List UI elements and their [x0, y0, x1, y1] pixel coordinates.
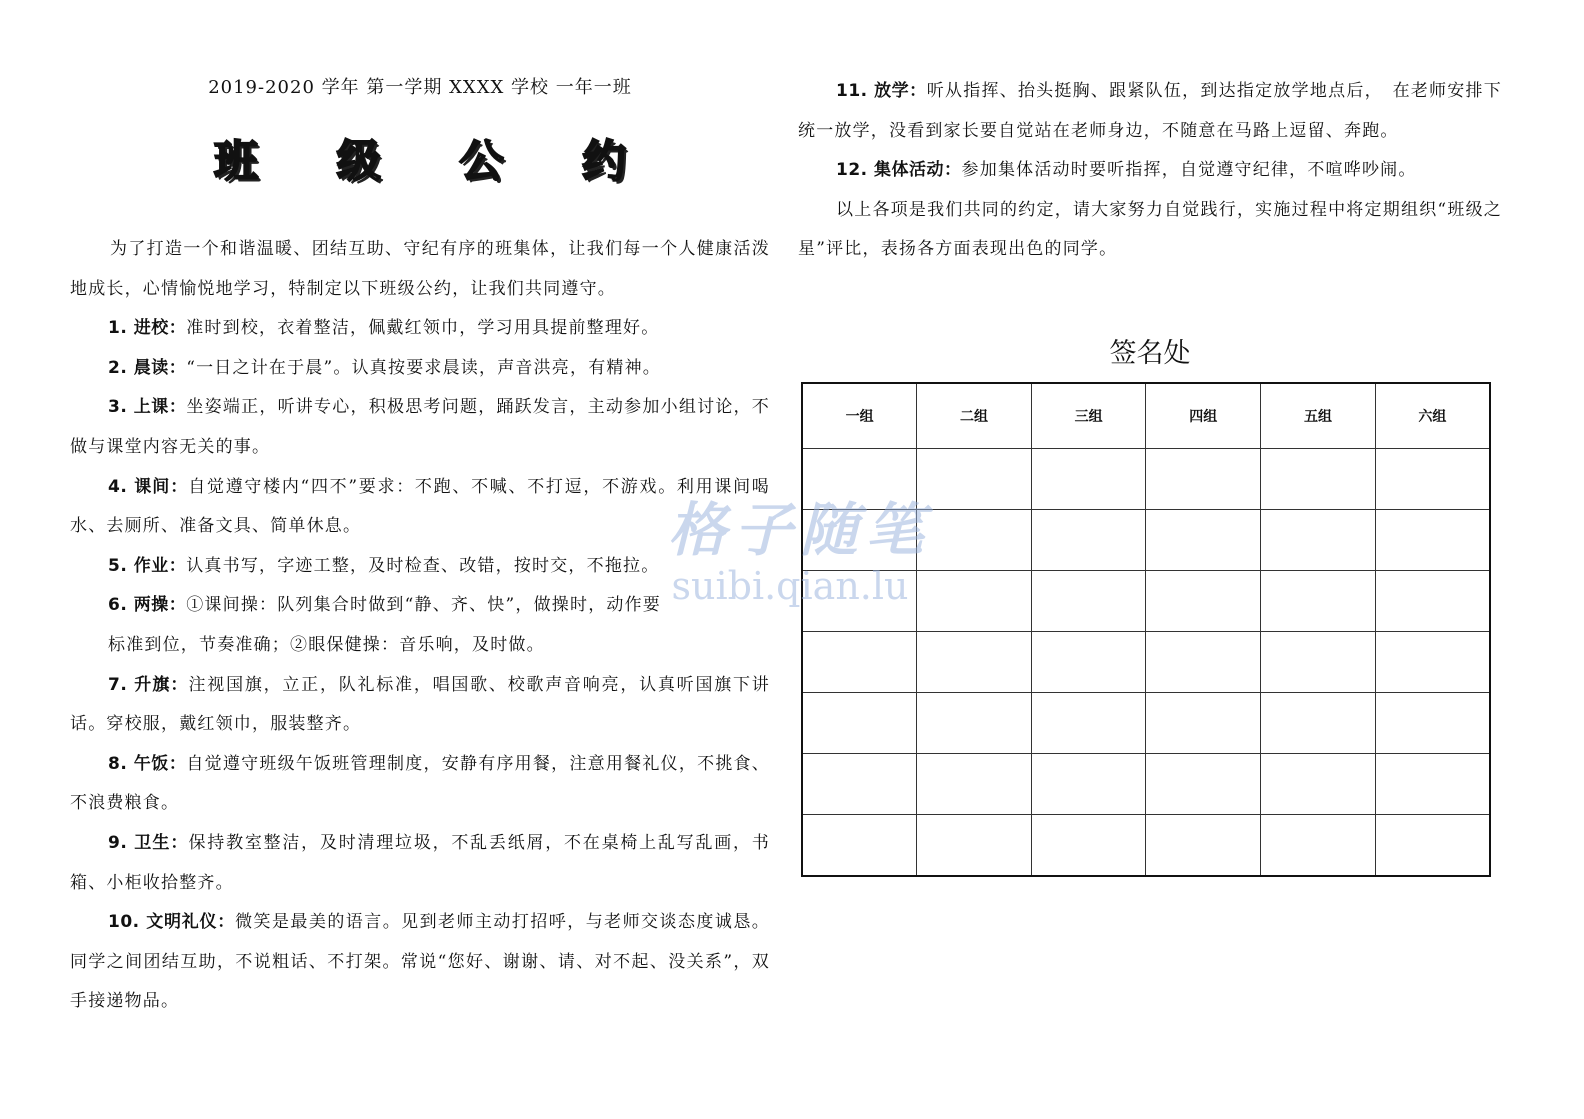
signature-cell	[1261, 510, 1376, 571]
group-header: 五组	[1261, 383, 1376, 449]
signature-cell	[1375, 449, 1490, 510]
group-header: 六组	[1375, 383, 1490, 449]
rule-text: ①课间操：队列集合时做到“静、齐、快”，做操时，动作要	[186, 595, 661, 616]
title-char: 级	[336, 136, 381, 187]
signature-cell	[1375, 815, 1490, 877]
signature-body	[802, 449, 1490, 877]
school-header: 2019-2020 学年 第一学期 XXXX 学校 一年一班	[208, 77, 632, 98]
rule-label: 7. 升旗：	[108, 674, 189, 695]
signature-cell	[1261, 815, 1376, 877]
signature-cell	[1375, 693, 1490, 754]
group-header: 一组	[802, 383, 917, 449]
rule-item-continued: 标准到位，节奏准确；②眼保健操：音乐响，及时做。	[108, 634, 545, 655]
rule-text: 保持教室整洁，及时清理垃圾，不乱丢纸屑，不在桌椅上乱写乱画，书箱、小柜收拾整齐。	[70, 832, 770, 893]
group-header: 三组	[1031, 383, 1146, 449]
rule-item	[70, 666, 770, 745]
signature-cell	[1375, 510, 1490, 571]
signature-row	[802, 632, 1490, 693]
rule-item	[70, 547, 770, 587]
rule-item	[70, 309, 770, 349]
group-header: 四组	[1146, 383, 1261, 449]
signature-cell	[802, 815, 917, 877]
group-header: 二组	[917, 383, 1032, 449]
rule-label: 4. 课间：	[108, 476, 189, 497]
signature-cell	[1031, 510, 1146, 571]
signature-cell	[1146, 815, 1261, 877]
rule-label: 12. 集体活动：	[836, 160, 962, 181]
rule-text: 听从指挥、抬头挺胸、跟紧队伍，到达指定放学地点后， 在老师安排下统一放学，没看到家长要自觉站在老师身边，不随意在马路上逗留、奔跑。	[798, 81, 1502, 141]
signature-cell	[1146, 754, 1261, 815]
rule-item	[70, 824, 770, 903]
signature-cell	[1031, 449, 1146, 510]
watermark-text: 格子随笔	[667, 496, 932, 564]
title-char: 约	[581, 136, 626, 187]
signature-cell	[1031, 693, 1146, 754]
rule-item	[70, 586, 770, 626]
signature-cell	[1261, 693, 1376, 754]
rule-label: 8. 午饭：	[108, 753, 187, 774]
signature-cell	[802, 510, 917, 571]
signature-cell	[917, 754, 1032, 815]
signature-cell	[1375, 754, 1490, 815]
signature-cell	[802, 754, 917, 815]
signature-row	[802, 754, 1490, 815]
title-char: 班	[214, 136, 258, 187]
signature-cell	[917, 449, 1032, 510]
signature-row	[802, 510, 1490, 571]
rule-text: 坐姿端正，听讲专心，积极思考问题，踊跃发言，主动参加小组讨论，不做与课堂内容无关的事。	[70, 397, 770, 457]
signature-cell	[1146, 632, 1261, 693]
rule-text: 认真书写，字迹工整，及时检查、改错，按时交，不拖拉。	[186, 555, 660, 576]
signature-cell	[917, 632, 1032, 693]
signature-cell	[1261, 571, 1376, 632]
left-column	[70, 70, 770, 1022]
signature-cell	[1375, 632, 1490, 693]
rule-text: 准时到校，衣着整洁，佩戴红领巾，学习用具提前整理好。	[186, 318, 660, 339]
rule-label: 5. 作业：	[108, 555, 187, 576]
rule-item	[70, 745, 770, 824]
rule-label: 3. 上课：	[108, 397, 187, 418]
signature-cell	[1146, 571, 1261, 632]
right-column	[798, 72, 1502, 378]
rule-text: 自觉遵守班级午饭班管理制度，安静有序用餐，注意用餐礼仪，不挑食、不浪费粮食。	[70, 753, 770, 814]
signature-table	[801, 382, 1491, 877]
rule-text: “一日之计在于晨”。认真按要求晨读，声音洪亮，有精神。	[186, 357, 661, 378]
signature-cell	[1261, 632, 1376, 693]
signature-cell	[1031, 571, 1146, 632]
intro-paragraph: 为了打造一个和谐温暖、团结互助、守纪有序的班集体，让我们每一个人健康活泼地成长，心情愉悦地学习，特制定以下班级公约，让我们共同遵守。	[70, 239, 770, 299]
signature-cell	[917, 510, 1032, 571]
signature-cell	[917, 693, 1032, 754]
signature-row	[802, 693, 1490, 754]
signature-row	[802, 571, 1490, 632]
signature-title: 签名处	[1109, 337, 1191, 369]
rule-item	[70, 903, 770, 1022]
rule-label: 1. 进校：	[108, 318, 187, 339]
rule-text: 微笑是最美的语言。见到老师主动打招呼，与老师交谈态度诚恳。同学之间团结互助，不说粗话、不打架。常说“您好、谢谢、请、对不起、没关系”，双手接递物品。	[70, 912, 770, 1012]
rule-text: 自觉遵守楼内“四不”要求：不跑、不喊、不打逗，不游戏。利用课间喝水、去厕所、准备文具、简单休息。	[70, 476, 770, 537]
rule-item	[798, 72, 1502, 151]
rule-item	[798, 151, 1502, 191]
signature-cell	[1146, 693, 1261, 754]
signature-header-row	[802, 383, 1490, 449]
signature-row	[802, 815, 1490, 877]
rule-text: 注视国旗，立正，队礼标准，唱国歌、校歌声音响亮，认真听国旗下讲话。穿校服，戴红领巾，服装整齐。	[70, 674, 770, 735]
signature-row	[802, 449, 1490, 510]
signature-cell	[1146, 449, 1261, 510]
signature-cell	[1146, 510, 1261, 571]
signature-cell	[1031, 632, 1146, 693]
rule-label: 9. 卫生：	[108, 832, 189, 853]
signature-cell	[1261, 754, 1376, 815]
closing-paragraph: 以上各项是我们共同的约定，请大家努力自觉践行，实施过程中将定期组织“班级之星”评比，表扬各方面表现出色的同学。	[798, 199, 1502, 260]
rule-label: 2. 晨读：	[108, 357, 187, 378]
rule-label: 6. 两操：	[108, 595, 187, 616]
rule-item	[70, 349, 770, 389]
rule-label: 10. 文明礼仪：	[108, 912, 236, 933]
signature-cell	[802, 693, 917, 754]
signature-cell	[917, 571, 1032, 632]
rule-label: 11. 放学：	[836, 81, 927, 101]
rule-item	[70, 468, 770, 547]
signature-cell	[1261, 449, 1376, 510]
signature-cell	[802, 449, 917, 510]
rule-text: 参加集体活动时要听指挥，自觉遵守纪律，不喧哗吵闹。	[961, 160, 1417, 181]
signature-cell	[917, 815, 1032, 877]
watermark-url: suibi.qian.lu	[671, 564, 909, 608]
page-title	[214, 132, 626, 192]
signature-cell	[1031, 754, 1146, 815]
signature-cell	[802, 632, 917, 693]
rule-item	[70, 388, 770, 467]
signature-cell	[1375, 571, 1490, 632]
signature-cell	[802, 571, 917, 632]
title-char: 公	[459, 136, 504, 187]
signature-cell	[1031, 815, 1146, 877]
